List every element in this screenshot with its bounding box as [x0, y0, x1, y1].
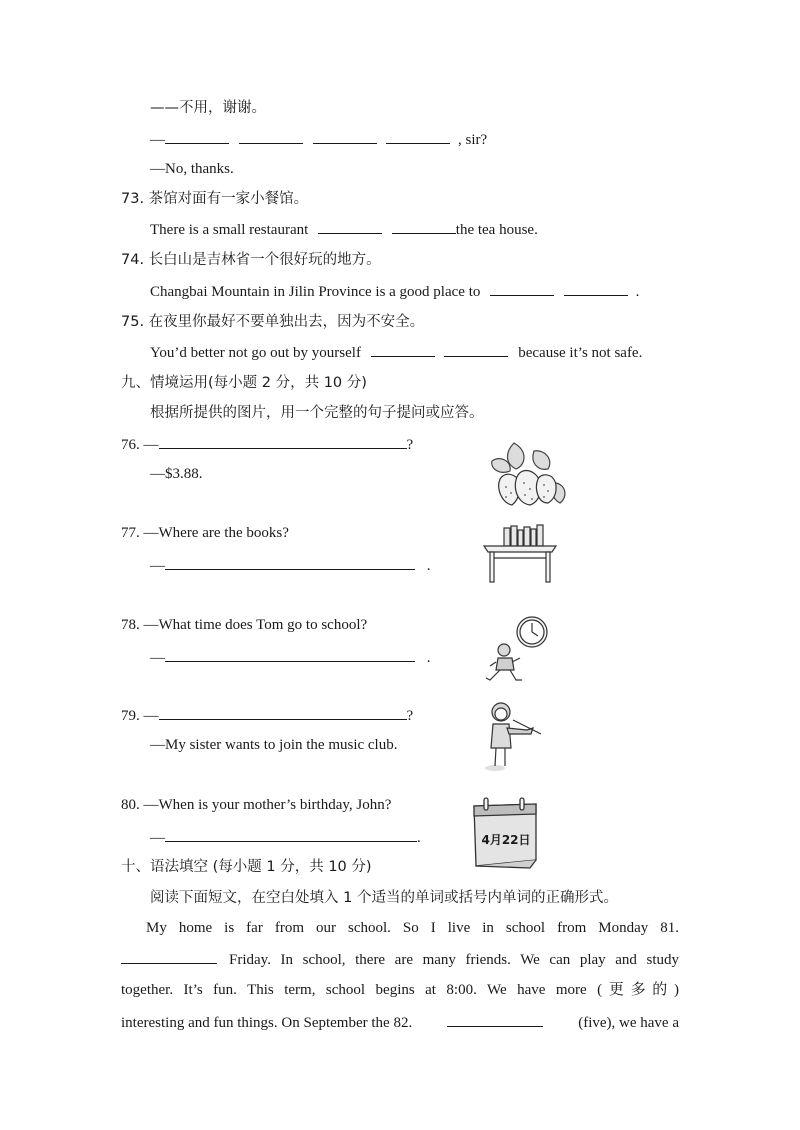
q79-answer: —My sister wants to join the music club.: [150, 737, 398, 753]
q80-answer-line: [150, 827, 421, 848]
passage-line-4-end: (five), we have a: [578, 1015, 679, 1031]
strawberry-icon: [478, 433, 570, 509]
clock-boy-icon: [482, 614, 552, 688]
answer-blank[interactable]: [165, 129, 229, 144]
q79-suffix: ?: [406, 708, 414, 724]
q73-en-start: There is a small restaurant: [150, 222, 309, 238]
q77-suffix: .: [426, 558, 431, 574]
q73-en-end: the tea house.: [455, 222, 538, 238]
answer-blank[interactable]: [313, 129, 377, 144]
q76-answer: —$3.88.: [150, 466, 203, 482]
answer-blank[interactable]: [165, 555, 415, 570]
answer-blank[interactable]: [318, 219, 382, 234]
answer-blank[interactable]: [392, 219, 456, 234]
passage-line-4-start: interesting and fun things. On September the 82.: [121, 1015, 413, 1031]
q75-en-start: You’d better not go out by yourself: [150, 345, 361, 361]
answer-blank[interactable]: [159, 705, 407, 720]
q72-tail: , sir?: [458, 132, 488, 148]
q78-answer-line: [150, 647, 431, 668]
q76-prefix: 76. —: [121, 437, 159, 453]
answer-blank[interactable]: [165, 827, 417, 842]
q75-chinese: 75. 在夜里你最好不要单独出去，因为不安全。: [121, 314, 425, 330]
q75-en-end: because it’s not safe.: [518, 345, 643, 361]
q79-prefix: 79. —: [121, 708, 159, 724]
q77-dash: —: [150, 558, 165, 574]
q74-en-start: Changbai Mountain in Jilin Province is a good place to: [150, 284, 481, 300]
answer-blank[interactable]: [447, 1012, 543, 1027]
q77-answer-line: [150, 555, 431, 576]
section-10-instruction: 阅读下面短文，在空白处填入 1 个适当的单词或括号内单词的正确形式。: [150, 890, 618, 906]
answer-blank[interactable]: [444, 342, 508, 357]
q78-dash: —: [150, 650, 165, 666]
passage-line-1: My home is far from our school. So I live in school from Monday 81.: [146, 920, 679, 936]
violin-girl-icon: [483, 698, 549, 774]
answer-blank[interactable]: [159, 434, 407, 449]
q72-english: [150, 129, 487, 150]
answer-blank[interactable]: [371, 342, 435, 357]
q78-question: 78. —What time does Tom go to school?: [121, 617, 368, 633]
q76-question: [121, 434, 413, 455]
q80-dash: —: [150, 830, 165, 846]
q72-chinese: ——不用，谢谢。: [150, 100, 266, 116]
answer-blank[interactable]: [490, 281, 554, 296]
answer-blank[interactable]: [386, 129, 450, 144]
q74-en-end: .: [635, 284, 640, 300]
section-10-heading: 十、语法填空 (每小题 1 分，共 10 分): [121, 859, 372, 875]
section-9-heading: 九、情境运用(每小题 2 分，共 10 分): [121, 375, 367, 391]
q73-english: [150, 219, 538, 240]
q74-english: [150, 281, 639, 302]
calendar-date-label: 4月22日: [481, 833, 531, 847]
answer-blank[interactable]: [239, 129, 303, 144]
q76-suffix: ?: [406, 437, 414, 453]
q72-dash: —: [150, 132, 165, 148]
q77-question: 77. —Where are the books?: [121, 525, 289, 541]
q79-question: [121, 705, 413, 726]
answer-blank[interactable]: [165, 647, 415, 662]
q75-english: [150, 342, 642, 363]
q72-answer: —No, thanks.: [150, 161, 234, 177]
q78-suffix: .: [426, 650, 431, 666]
answer-blank[interactable]: [121, 949, 217, 964]
table-books-icon: [480, 522, 560, 584]
q80-question: 80. —When is your mother’s birthday, John?: [121, 797, 392, 813]
passage-line-2-text: Friday. In school, there are many friends. We can play and study: [229, 952, 679, 968]
q80-suffix: .: [417, 830, 421, 846]
calendar-icon: [470, 796, 542, 870]
answer-blank[interactable]: [564, 281, 628, 296]
section-9-instruction: 根据所提供的图片，用一个完整的句子提问或应答。: [150, 405, 484, 421]
q74-chinese: 74. 长白山是吉林省一个很好玩的地方。: [121, 252, 381, 268]
passage-line-4: [121, 1012, 679, 1033]
passage-line-2: [121, 949, 679, 970]
q73-chinese: 73. 茶馆对面有一家小餐馆。: [121, 191, 309, 207]
passage-line-3: together. It’s fun. This term, school begins at 8:00. We have more (更多的): [121, 982, 679, 998]
